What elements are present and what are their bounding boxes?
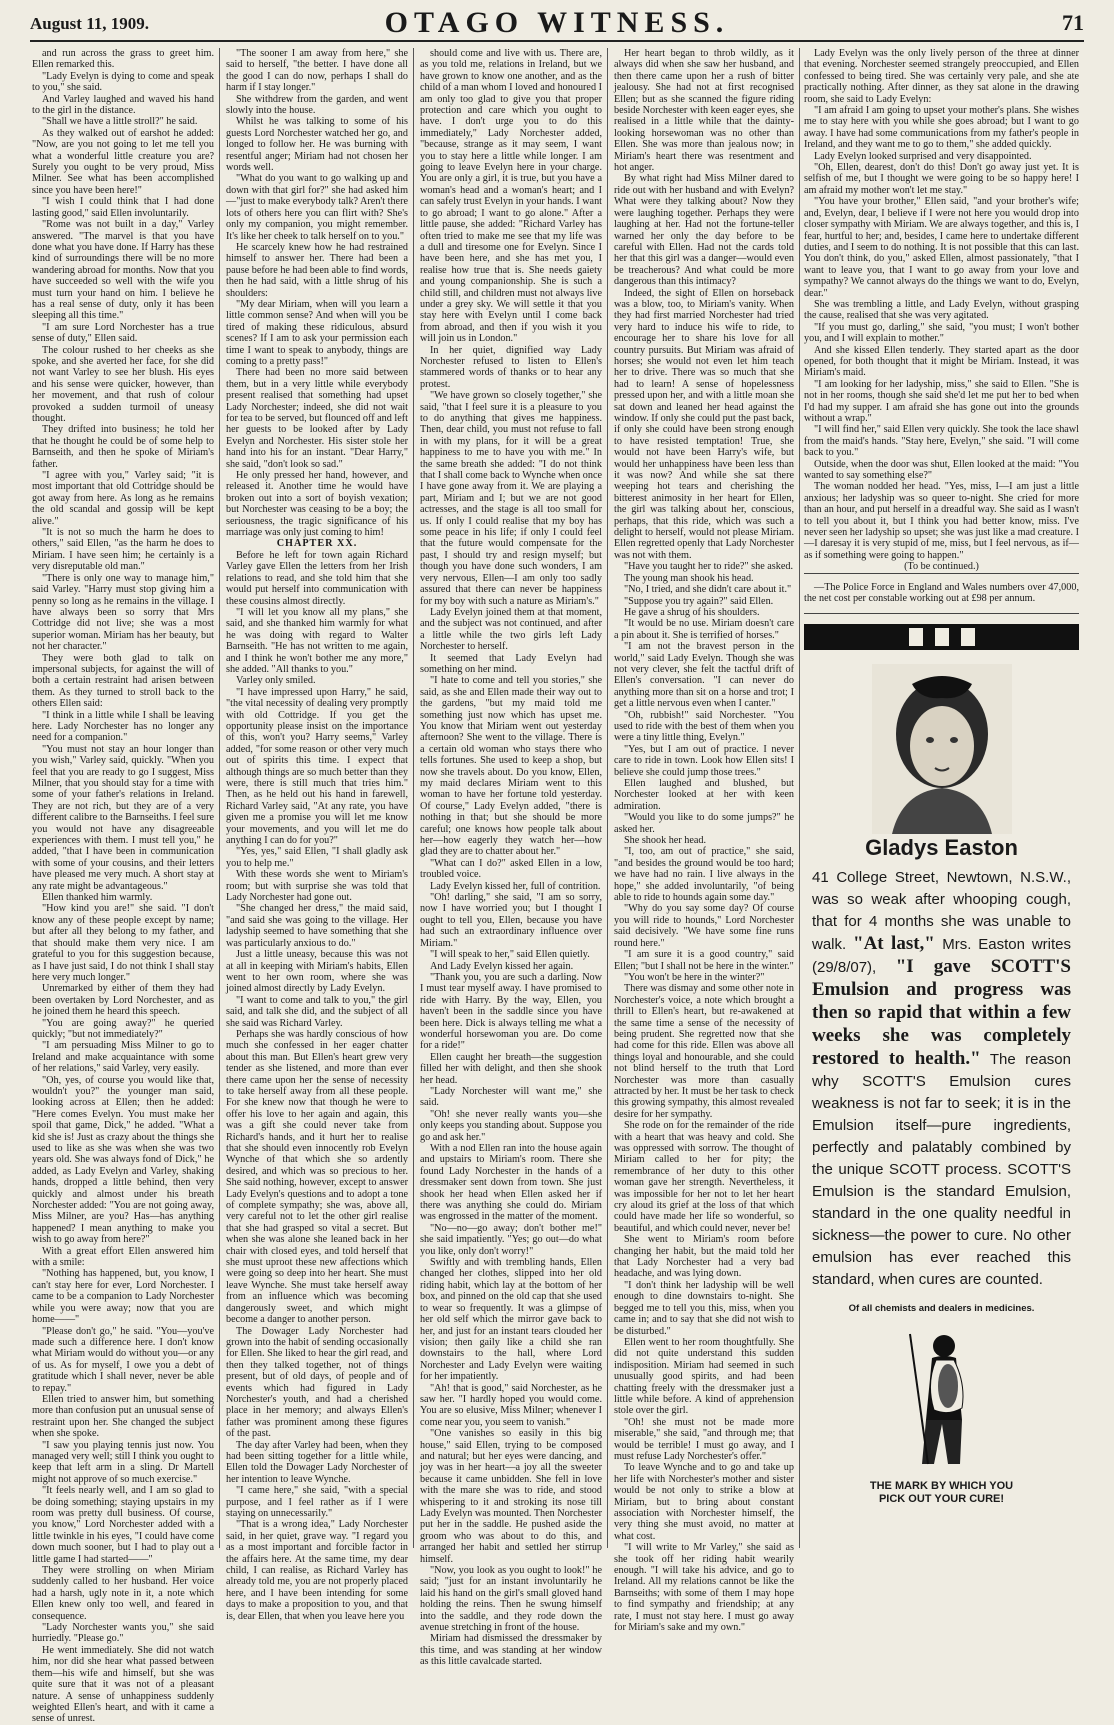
paragraph: "No, I tried, and she didn't care about it." (624, 584, 792, 596)
newspaper-title: OTAGO WITNESS. (384, 6, 730, 39)
column-3 (420, 48, 603, 1668)
paragraph: The day after Varley had been, when they had been sitting together for a little while, Ellen told the Dowager Lady Norchester of her intention to leave Wynche. (226, 1439, 408, 1485)
paragraph: "I have impressed upon Harry," he said, "the vital necessity of dealing very promptly with old Cottridge. If you get the opportunity please insist on the importance of this, won't you? Harry seems," Varley added, "for some reason or other very much out of spirits this time. I expect that although things are so much better than they were, there is still much that tries him." Then, as he held out his hand in farewell, Richard Varley said, "At any rate, you have given me a promise you will let me know your movements, and you will let me do anything I can do for you?" (226, 686, 408, 847)
advert-body: The reason why SCOTT'S Emulsion cures weakness is not far to seek; it is in the Emulsion itself—pure ingredients, perfectly and palatably combined by the unique SCOTT process. SCOTT'S Emulsion is the standard Emulsion, standard in the one quality needful in sickness—the power to cure. No other emulsion has ever reached this standard, when cures are counted. (812, 1050, 1071, 1288)
paragraph: Miriam had dismissed the dressmaker by this time, and was standing at her window as this little cavalcade started. (420, 1633, 602, 1668)
issue-date: August 11, 1909. (30, 14, 150, 33)
paragraph: "I, too, am out of practice," she said, "and besides the ground would be too hard; we have had no rain. I live always in the hope," she added involuntarily, "of being able to ride to hounds again some day." (614, 846, 794, 904)
paragraph: "Suppose you try again?" said Ellen. (624, 595, 774, 607)
paragraph: "I am not the bravest person in the world," said Lady Evelyn. Though she was not very clever, she felt the tactful drift of Ellen's conversation. "I can never do anything more than sit on a horse and trot; I get a little nervous even when I canter." (614, 641, 794, 710)
paragraph: He scarcely knew how he had restrained himself to answer her. There had been a pause before he had been able to find words, then he had said, with a little shrug of his shoulders: (226, 241, 408, 299)
column-1 (32, 48, 214, 1725)
paragraph: She was trembling a little, and Lady Evelyn, without grasping the cause, realised that she was very agitated. (804, 298, 1079, 322)
paragraph: Lady Evelyn kissed her, full of contrition. (430, 880, 601, 892)
column-2 (226, 48, 408, 1622)
paragraph: "There is only one way to manage him," said Varley. "Harry must stop giving him a penny so long as he remains in the village. I have always been so sorry that Mrs Cottridge did not live; she was a most superior woman. Miriam has her beauty, but not her character." (32, 572, 214, 653)
paragraph: To leave Wynche and to go and take up her life with Norchester's mother and sister would be not only to strike a blow at Miriam, but to bring about constant association with Norchester himself, the very thing she must avoid, no matter at what cost. (614, 1462, 794, 1542)
paragraph: "I think in a little while I shall be leaving here. Lady Norchester has no longer any need for a companion." (32, 709, 214, 744)
paragraph: There had been no more said between them, but in a very little while everybody present realised that something had upset Lady Norchester; indeed, she did not wait for tea to be served, but flounced off and left her guests to be looked after by Lady Evelyn and Norchester. His sister stole her hand into his for an instant. "Dear Harry," she said, "don't look so sad." (226, 367, 408, 470)
page-number: 71 (1062, 10, 1084, 35)
paragraph: "That is a wrong idea," Lady Norchester said, in her quiet, grave way. "I regard you as a most important and forcible factor in the affairs here. At the same time, my dear child, I can realise, as Richard Varley has already told me, you are not properly placed here, and I have been intending for some days to make a proposition to you, and that is, dear Ellen, that when you leave here you (226, 1519, 408, 1622)
paragraph: "I agree with you," Varley said; "it is most important that old Cottridge should be got away from here. As long as he remains the old scandal and gossip will be kept alive." (32, 470, 214, 527)
paragraph: "Oh! she never really wants you—she only keeps you standing about. Suppose you go and ask her." (420, 1108, 602, 1143)
paragraph: "Yes, yes," said Ellen, "I shall gladly ask you to help me." (226, 846, 408, 869)
paragraph: Lady Evelyn looked surprised and very disappointed. (814, 150, 1032, 162)
paragraph: "It feels nearly well, and I am so glad to be doing something; staying upstairs in my room was pretty dull business. Of course, you know," Lord Norchester added with a little twinkle in his eyes, "I could have come down much sooner, but I had to play out a little game I had started——" (32, 1485, 214, 1565)
paragraph: In her quiet, dignified way Lady Norchester refused to listen to Ellen's stammered words of thanks or to hear any protest. (420, 344, 602, 390)
paragraph: "She changed her dress," the maid said, "and said she was going to the village. Her ladyship seemed to have something that she was particularly anxious to do." (226, 903, 408, 949)
paragraph: and run across the grass to greet him. Ellen remarked this. (32, 48, 214, 71)
column-rule (607, 48, 608, 1548)
paragraph: "I wish I could think that I had done lasting good," said Ellen involuntarily. (32, 196, 214, 219)
paragraph: "Yes, but I am out of practice. I never care to ride in town. Look how Ellen sits! I believe she could jump those trees." (614, 743, 794, 778)
paragraph: "Ah! that is good," said Norchester, as he saw her. "I hardly hoped you would come. You are so elusive, Miss Milner; whenever I come near you, you seem to vanish." (420, 1382, 602, 1428)
paragraph: "You won't be here in the winter?" (624, 971, 765, 983)
column-rule (413, 48, 414, 1548)
paragraph: Perhaps she was hardly conscious of how much she confessed in her eager chatter about this man. But Ellen's heart grew very tender as she listened, and more than ever there came upon her the sense of necessity to take herself away from all these people. For she knew now that though he were to offer his love to her again and again, this was a gift she could never take from Richard's hands, and it hurt her to realise that she should even innocently rob Evelyn Wynche of that which she so ardently desired, and which was so precious to her. She said nothing, however, except to answer Lady Evelyn's questions and to adopt a tone of complete sympathy; she was, above all, very careful not to let the other girl realise that she had grasped so vital a secret. But when she was alone she leaned back in her chair with closed eyes, and told herself that she must uproot these new affections which were going so deep into her heart. She must leave Wynche. She must take herself away from an influence which was becoming dangerously sweet, and which might become a danger to another person. (226, 1028, 408, 1326)
paragraph: "The sooner I am away from here," she said to herself, "the better. I have done all the good I can do now, perhaps I shall do harm if I stay longer." (226, 48, 408, 94)
paragraph: Ellen went to her room thoughtfully. She did not quite understand this sudden indisposition. Miriam had seemed in such unusually good spirits, and had been chatting freely with the dressmaker just a little while before. A kind of apprehension stole over the girl. (614, 1336, 794, 1417)
paragraph: "I am afraid I am going to upset your mother's plans. She wishes me to stay here with you while she goes abroad; but I want to go away. I have had some communications from my father's people in Ireland, and they want me to go to them," she added quickly. (804, 105, 1079, 151)
paragraph: "Oh, Ellen, dearest, don't do this! Don't go away just yet. It is selfish of me, but I thought we were going to be so happy here! I am afraid my mother won't let me stay." (804, 162, 1079, 196)
paragraph: "Nothing has happened, but, you know, I can't stay here for ever, Lord Norchester. I came to be a companion to Lady Norchester while you were away; now that you are home——" (32, 1268, 214, 1326)
paragraph: "I am persuading Miss Milner to go to Ireland and make acquaintance with some of her relations," said Varley, very easily. (32, 1040, 214, 1075)
paragraph: "Lady Norchester wants you," she said hurriedly. "Please go." (32, 1622, 214, 1645)
paragraph: She withdrew from the garden, and went slowly into the house. (226, 93, 408, 117)
paragraph: "Lady Norchester will want me," she said. (420, 1085, 602, 1109)
advert-headline: "I gave SCOTT'S Emulsion and progress was then so rapid that within a few weeks she was completely restored to health." (812, 955, 1071, 1069)
paragraph: By what right had Miss Milner dared to ride out with her husband and with Evelyn? What were they talking about? Now they were laughing together. Perhaps they were laughing at her. Had not the fortune-teller warned her only the day before to be careful with Ellen. Had not the cards told her that this girl was a danger—would even be treacherous? And what could be more dangerous than this intimacy? (614, 173, 794, 288)
paragraph: "Have you taught her to ride?" she asked. (624, 561, 793, 573)
fisherman-trademark-icon (882, 1324, 1002, 1474)
police-notice: —The Police Force in England and Wales numbers over 47,000, the net cost per constable working out at £98 per annum. (804, 573, 1079, 614)
paragraph: Swiftly and with trembling hands, Ellen changed her clothes, slipped into her old riding habit, which lay at the bottom of her box, and pinned on the old cap that she used to wear so frequently. It was a glimpse of her old self which the mirror gave back to her, and just for an instant tears clouded her vision; then gaily like a child she ran downstairs to the hall, where Lord Norchester and Lady Evelyn were waiting for her impatiently. (420, 1257, 602, 1383)
to-be-continued: (To be continued.) (904, 561, 979, 573)
paragraph: "Would you like to do some jumps?" he asked her. (614, 812, 794, 835)
paragraph: "Oh! she must not be made more miserable," she said, "and through me; that would be terrible! I must go away, and I must refuse Lady Norchester's offer." (614, 1416, 794, 1462)
paragraph: "It would be no use. Miriam doesn't care a pin about it. She is terrified of horses." (614, 618, 794, 641)
paragraph: Indeed, the sight of Ellen on horseback was a blow, too, to Miriam's vanity. When they had first married Norchester had tried very hard to induce his wife to ride, to encourage her to share his love for all country pursuits. But Miriam was afraid of horses; she would not even let him teach her to drive. There was so much that she had to learn! A sense of hopelessness pressed upon her, and with a little moan she sat down and leaned her head against the window. If only she could put the past back, if only she could have been strong enough to have resisted temptation! True, she would not have been Harry's wife, but would her unhappiness have been less than it was now? And while she sat there weeping hot tears and cherishing the bitterest animosity in her heart for Ellen, the girl was talking about her, conscious, perhaps, that this ride, which was such a delight to herself, would not please Miriam. Ellen regretted openly that Lady Norchester was not with them. (614, 287, 794, 561)
paragraph: "I am sure it is a good country," said Ellen; "but I shall not be here in the winter." (614, 949, 794, 972)
paragraph: The young man shook his head. (624, 572, 754, 584)
paragraph: As they walked out of earshot he added: "Now, are you not going to let me tell you what a wonderful little creature you are? Surely you ought to be very proud, Miss Milner. See what has been accomplished since you have been here!" (32, 127, 214, 196)
advert-mark-line-2: PICK OUT YOUR CURE! (878, 1493, 1005, 1506)
paragraph: "I am sure Lord Norchester has a true sense of duty," Ellen said. (32, 321, 214, 345)
advert-testimonial (804, 867, 1079, 1291)
paragraph: With these words she went to Miriam's room; but with surprise she was told that Lady Norchester had gone out. (226, 869, 408, 904)
paragraph: Just a little uneasy, because this was not at all in keeping with Miriam's habits, Ellen went to her own room, where she was joined almost directly by Lady Evelyn. (226, 949, 408, 995)
paragraph: "You have your brother," Ellen said, "and your brother's wife; and, Evelyn, dear, I believe if I were not here you would drop into closer sympathy with Miriam. We are always together, and this is, I fear, hurtful to her; and, besides, I came here to undertake different duties, and I seem to do nothing. It is not possible that this can last. You don't think, do you," asked Ellen, almost passionately, "that I want to leave you, that I want to go away from your love and sympathy? We cannot always do the things we want to do, Evelyn, dear." (804, 196, 1079, 299)
advert-at-last: "At last," (853, 932, 943, 954)
paragraph: They drifted into business; he told her that he thought he could be of some help to Barnseith, and then he spoke of Miriam's father. (32, 424, 214, 470)
paragraph: There was dismay and some other note in Norchester's voice, a note which brought a thrill to Ellen's heart, but re-awakened at the same time a sense of the necessity of being prudent. She regretted now that she had come for this ride. Ellen was above all things loyal and honourable, and she could not blind herself to the truth that Lord Norchester was more than casually attracted by her. It must be her task to check this growing sympathy, this almost revealed desire for her sympathy. (614, 983, 794, 1120)
paragraph: "I came here," she said, "with a special purpose, and I feel rather as if I were staying on unnecessarily." (226, 1485, 408, 1519)
paragraph: "What can I do?" asked Ellen in a low, troubled voice. (420, 857, 602, 881)
paragraph: He only pressed her hand, however, and released it. Another time he would have broken out into a sort of boyish vexation; but Norchester was ceasing to be a boy; the seriousness, the tragic significance of his marriage was only just coming to him! (226, 470, 408, 539)
paragraph: "Please don't go," he said. "You—you've made such a difference here. I don't know what Miriam would do without you—or any of us. As for myself, I owe you a debt of gratitude which I shall never, never be able to repay." (32, 1325, 214, 1394)
paragraph: She rode on for the remainder of the ride with a heart that was heavy and cold. She was oppressed with sorrow. The thought of Miriam called to her for pity; the remembrance of her duty to this other woman gave her strength. Nevertheless, it was impossible for her not to let her heart cry aloud its grief at the loss of that which could have made her life so wonderful, so beautiful, and which could never, never be! (614, 1120, 794, 1234)
paragraph: "One vanishes so easily in this big house," said Ellen, trying to be composed and natural; but her eyes were dancing, and joy was in her heart—a joy all the sweeter because it came unbidden. She fell in love with the mare she was to ride, and stood whispering to it and stroking its nose till Lady Evelyn was mounted. Then Norchester put her in the saddle. He pushed aside the groom who was about to do this, and arranged her habit and settled her stirrup himself. (420, 1428, 603, 1565)
paragraph: "Oh, rubbish!" said Norchester. "You used to ride with the best of them when you were a tiny little thing, Evelyn." (614, 709, 794, 744)
paragraph: "You must not stay an hour longer than you wish," Varley said, quickly. "When you feel that you are ready to go I suggest, Miss Milner, that you should stay for a time with some of your father's relations in Ireland. They are not rich, but they are of a very different calibre to the Barnseiths. I feel sure you would not have any disagreeable experiences with them. I must tell you," he added, "that I have been in communication with some of your cousins, and their letters have pleased me very much. A short stay at any rate might be advantageous." (32, 743, 214, 892)
paragraph: "What do you want to go walking up and down with that girl for?" she had asked him—"just to make everybody talk? Aren't there lots of others here you can flirt with? She's only my companion, you might remember. It's like her cheek to talk herself on to you." (226, 173, 408, 242)
advert-writer: Mrs. Easton writes (29/8/07), (812, 935, 1071, 976)
paragraph: Ellen caught her breath—the suggestion filled her with delight, and then she shook her head. (420, 1051, 602, 1086)
paragraph: Before he left for town again Richard Varley gave Ellen the letters from her Irish relations to read, and she told him that she would put herself into communication with these cousins almost directly. (226, 549, 408, 607)
advert-address: 41 College Street, Newtown, N.S.W., was so weak after whooping cough, that for 4 months she was unable to walk. (812, 868, 1071, 953)
paragraph: And Lady Evelyn kissed her again. (430, 960, 574, 972)
paragraph: "I don't think her ladyship will be well enough to dine downstairs to-night. She begged me to tell you this, miss, when you came in; and to say that she did not wish to be disturbed." (614, 1279, 794, 1337)
masthead (30, 6, 1084, 42)
paragraph: "Why do you say some day? Of course you will ride to hounds," Lord Norchester said decisively. "We have some fine runs round here." (614, 903, 794, 949)
paragraph: "You are going away?" he queried quickly; "but not immediately?" (32, 1017, 214, 1040)
paragraph: The colour rushed to her cheeks as she spoke, and she averted her face, for she did not want Varley to see her blush. His eyes and his sense were quicker, however, than her movement, and that rush of colour provoked a sudden turmoil of uneasy thought. (32, 344, 214, 424)
column-4 (614, 48, 794, 1634)
paragraph: Lady Evelyn was the only lively person of the three at dinner that evening. Norchester seemed strangely preoccupied, and Ellen confessed to being tired. She was certainly very pale, and she ate practically nothing. After dinner, as they sat alone in the drawing room, she said to Lady Evelyn: (804, 48, 1079, 105)
paragraph: "I will let you know all my plans," she said, and she thanked him warmly for what he was doing with regard to Walter Barnseith. "He has not written to me again, and I think he won't bother me any more," she added. "All thanks to you." (226, 606, 408, 675)
paragraph: "My dear Miriam, when will you learn a little common sense? And when will you be tired of making these ridiculous, absurd scenes? If I am to ask your permission each time I want to speak to anybody, things are coming to a pretty pass!" (226, 298, 408, 367)
paragraph: He gave a shrug of his shoulders. (624, 606, 760, 618)
paragraph: She went to Miriam's room before changing her habit, but the maid told her that Lady Norchester had a very bad headache, and was lying down. (614, 1234, 794, 1280)
paragraph: They were both glad to talk on impersonal subjects, for against the will of both a certain restraint had arisen between them. As they turned to stroll back to the others Ellen said: (32, 652, 214, 710)
advert-top-banner (804, 624, 1079, 650)
advert-dealers: Of all chemists and dealers in medicines. (848, 1302, 1035, 1314)
paragraph: "I will write to Mr Varley," she said as she took off her riding habit wearily enough. "I will take his advice, and go to Ireland. All my relations cannot be like the Barnseiths; with some of them I may hope to find sympathy and friendship; at any rate, I must not stay here. I must go away for Miriam's sake and my own." (614, 1542, 794, 1634)
paragraph: With a nod Ellen ran into the house again and upstairs to Miriam's room. There she found Lady Norchester in the hands of a dressmaker sent down from town. She just shook her head when Ellen asked her if there was anything she could do. Miriam was engrossed in the matter of the moment. (420, 1143, 602, 1223)
paragraph: "I will find her," said Ellen very quickly. She took the lace shawl from the maid's hands. "Stay here, Evelyn," she said. "I will come back to you." (804, 424, 1079, 459)
paragraph: "We have grown so closely together," she said, "that I feel sure it is a pleasure to you to do anything that gives me happiness. Then, dear child, you must not refuse to fall in with my plans, for it will be a great happiness to me to have you with me." In the same breath she added: "I do not think that I shall come back to Wynche when once I have gone away from it. We are playing a part, Miriam and I; but we are not good actresses, and the stage is all too small for us. If only I could realise that my boy has some peace in his life; if only I could feel that the future would compensate for the past, I should try and resign myself; but though you have done such wonders, I am very nervous, Ellen—I am only too sadly assured that there can never be happiness for my boy with such a nature as Miriam's." (420, 390, 602, 607)
paragraph: Varley only smiled. (236, 675, 316, 687)
paragraph: "Rome was not built in a day," Varley answered. "The marvel is that you have done what you have done. If Harry has these kind of surroundings there will be no more wandering abroad for months. Now that you have succeeded so well with the wife you must turn your hand on him. I believe he has a real sense of duty, only it has been sleeping all this time." (32, 219, 214, 322)
paragraph: "Thank you, you are such a darling. Now I must tear myself away. I have promised to ride with Harry. By the way, Ellen, you haven't been in the saddle since you have been here. Dick is always telling me what a wonderful horsewoman you are. Do come for a ride!" (420, 971, 602, 1052)
paragraph: Her heart began to throb wildly, as it always did when she saw her husband, and then there came upon her a rush of bitter jealousy. She had not at first recognised Ellen; but as she scanned the figure riding beside Norchester with keen eager eyes, she realised in a little while that the dainty-looking horsewoman was no other than Ellen. She was more than jealous now; in Miriam's heart there was resentment and hot anger. (614, 48, 794, 174)
column-rule (799, 48, 800, 1548)
paragraph: "Oh, yes, of course you would like that, wouldn't you?" the younger man said, looking across at Ellen; then he added: "Here comes Evelyn. You must make her spoil that game, Dick," he added. "What a kid she is! Just as crazy about the things she used to like as she was when she was two years old. She was always fond of Dick," he added, as Lady Evelyn and Varley, shaking hands, dropped a little behind, then very quickly and almost under his breath Norchester added: "You are not going away, Miss Milner, are you? Has—has anything happened? I mean anything to make you wish to go away from here?" (32, 1074, 214, 1246)
paragraph: "Lady Evelyn is dying to come and speak to you," she said. (32, 70, 214, 94)
paragraph: It seemed that Lady Evelyn had something on her mind. (420, 652, 602, 675)
paragraph: And Varley laughed and waved his hand to the girl in the distance. (32, 93, 214, 117)
paragraph: "Shall we have a little stroll?" he said. (42, 116, 198, 128)
paragraph: "Now, you look as you ought to look!" he said; "just for an instant involuntarily he laid his hand on the girl's small gloved hand holding the reins. Then he swung himself into the saddle, and they rode down the avenue stretching in front of the house. (420, 1565, 602, 1634)
paragraph: Ellen laughed and blushed, but Norchester looked at her with keen admiration. (614, 778, 794, 812)
paragraph: should come and live with us. There are, as you told me, relations in Ireland, but we have grown to know one another, and as the child of a man whom I loved and honoured I am only too glad to give you that proper protection and care which you ought to have. I don't urge you to do this immediately," Lady Norchester added, "because, strange as it may seem, I want you to stay here a little while longer. I am going to leave Evelyn here in your charge. You are only a girl, it is true, but you have a woman's head and a woman's heart; and I can safely trust Evelyn in your hands. I want to go abroad; I want to go alone." After a little pause, she added: "Richard Varley has often tried to make me see that my life was a dull and tiresome one for Evelyn. Since I have been here, and she has met you, I realise how true that is. She needs gaiety and young companionship. She is such a child still, and children must not always live under a grey sky. We will settle it that you stay here with Evelyn until I come back from abroad, and then if you wish it you will join us in London." (420, 48, 602, 345)
paragraph: Whilst he was talking to some of his guests Lord Norchester watched her go, and longed to follow her. He was burning with resentful anger; Miriam had not chosen her words well. (226, 116, 408, 174)
paragraph: "How kind you are!" she said. "I don't know any of these people except by name; but after all they belong to my father, and that should make them very nice. I am grateful to you for this suggestion because, as I have just said, I do not think I shall stay here very much longer." (32, 903, 214, 983)
advert-mark-line-1: THE MARK BY WHICH YOU (869, 1480, 1014, 1493)
paragraph: Ellen thanked him warmly. (42, 892, 153, 904)
paragraph: And she kissed Ellen tenderly. They started apart as the door opened, for both thought that it might be Miriam. Instead, it was Miriam's maid. (804, 344, 1079, 379)
advert-person-name: Gladys Easton (865, 834, 1018, 860)
paragraph: With a great effort Ellen answered him with a smile: (32, 1245, 214, 1269)
paragraph: "I saw you playing tennis just now. You managed very well; still I think you ought to keep that left arm in a sling. Dr Martell might not approve of so much exercise." (32, 1439, 214, 1485)
paragraph: He went immediately. She did not watch him, nor did she hear what passed between them—his wife and himself, but she was quite sure that it was not of a pleasant nature. A sense of unhappiness suddenly weighted Ellen's heart, and with it came a sense of unrest. (32, 1644, 214, 1725)
paragraph: "Oh! darling," she said, "I am so sorry, now I have worried you; but I thought I ought to tell you, Ellen, because you have had such an extraordinary influence over Miriam." (420, 892, 602, 949)
paragraph: "I hate to come and tell you stories," she said, as she and Ellen made their way out to the gardens, "but my maid told me something just now which has upset me. You know that Miriam went out yesterday afternoon? She went to the village. There is a certain old woman who stays there who tells fortunes. She used to keep a shop, but now she travels about. Do you know, Ellen, my maid declares Miriam went to this woman to have her fortune told yesterday. Of course," Lady Evelyn added, "there is nothing in that; but she should be more careful; one knows how people talk about her—how eagerly they watch her—how glad they are to chatter about her." (420, 675, 602, 858)
paragraph: They were strolling on when Miriam suddenly called to her husband. Her voice had a harsh, ugly note in it, a note which Ellen knew only too well, and feared in consequence. (32, 1565, 214, 1622)
advert-mark-caption (804, 1480, 1079, 1506)
column-5 (804, 48, 1079, 1548)
paragraph: "I want to come and talk to you," the girl said, and talk she did, and the subject of all she said was Richard Varley. (226, 994, 408, 1029)
paragraph: The Dowager Lady Norchester had grown into the habit of sending occasionally for Ellen. She liked to hear the girl read, and then they talked together, not of things present, but of old days, of people and of events which had figured in Lady Norchester's youth, and had a cherished place in her memory; and always Ellen's father was prominent among these figures of the past. (226, 1325, 408, 1440)
paragraph: Unremarked by either of them they had been overtaken by Lord Norchester, and as he joined them he heard this speech. (32, 983, 214, 1018)
paragraph: Ellen tried to answer him, but something more than confusion put an unusual sense of restraint upon her. She changed the subject when she spoke. (32, 1393, 214, 1440)
scotts-emulsion-advert (804, 624, 1079, 1507)
paragraph: "I will speak to her," said Ellen quietly. (430, 949, 590, 961)
paragraph: "I am looking for her ladyship, miss," she said to Ellen. "She is not in her rooms, though she said she'd let me put her to bed when I'd had my supper. I am afraid she has gone out into the grounds without a wrap." (804, 378, 1079, 424)
paragraph: Lady Evelyn joined them at that moment, and the subject was not continued, and after a little while the two girls left Lady Norchester to herself. (420, 606, 602, 653)
paragraph: "No—no—go away; don't bother me!" she said impatiently. "Yes; go out—do what you like, only don't worry!" (420, 1222, 602, 1257)
paragraph: "It is not so much the harm he does to others," said Ellen, "as the harm he does to Miriam. I have seen him; he certainly is a very disreputable old man." (32, 527, 214, 573)
paragraph: "If you must go, darling," she said, "you must; I won't bother you, and I will explain to mother." (804, 321, 1079, 345)
chapter-heading: CHAPTER XX. (276, 538, 358, 550)
paragraph: The woman nodded her head. "Yes, miss, I—I am just a little anxious; her ladyship was so queer to-night. She cried for more than an hour, and put herself in a dreadful way. She said as I wasn't to tell you about it, but I think you had better know, miss. I've never seen her ladyship so upset; she was just like a mad creature. I—I daresay it is very stupid of me, miss, but I feel nervous, as if—as if something were going to happen." (804, 481, 1079, 561)
story-conclusion (804, 48, 1079, 561)
child-portrait-image (872, 664, 1012, 834)
column-rule (219, 48, 220, 1548)
paragraph: She shook her head. (624, 835, 707, 847)
paragraph: Outside, when the door was shut, Ellen looked at the maid: "You wanted to say something else?" (804, 458, 1079, 482)
